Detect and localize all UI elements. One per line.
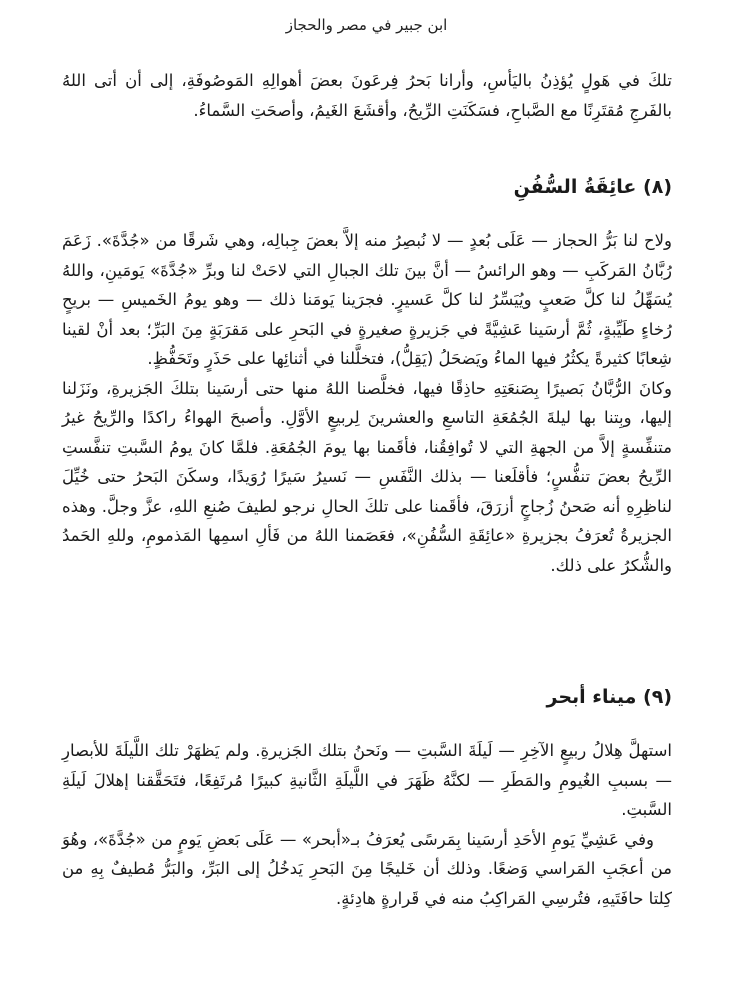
running-head: ابن جبير في مصر والحجاز: [285, 16, 448, 34]
section-8-paragraph-2: وكانَ الرُّبَّانُ بَصيرًا بِصَنعَتِهِ حاذِقًا فيها، فخلَّصنا اللهُ منها حتى أرسَينا بتلكَ الجَزيرةِ، ونَزَلنا إليها، وبِتنا بها ليلةَ الجُمُعَةِ التاسعِ والعشرينَ لِربيعٍ الأوَّلِ. وأصبحَ الهواءُ راكدًا والرِّيحُ غيرُ متنفِّسةٍ إلاَّ من الجهةِ التي لا تُوافِقُنا، فأقَمنا بها يومَ الجُمُعَةِ. فلمَّا كانَ يومُ السَّبتِ تنفَّستِ الرِّيحُ بعضَ تنفُّسٍ؛ فأقلَعنا — بذلك النَّفَسِ — نَسيرُ سَيرًا رُوَيدًا، وسكَنَ البَحرُ حتى خُيِّلَ لناظِرِهِ أنه صَحنُ زُجاجٍ أزرَقَ، فأقَمنا على تلكَ الحالِ نرجو لطيفَ صُنعِ اللهِ، عزَّ وجلَّ. وهذه الجزيرةُ تُعرَفُ بجزيرةِ «عائِقَةِ السُّفُنِ»، فعَصَمنا اللهُ من فَألِ اسمِها المَذمومِ، وللهِ الحَمدُ والشُّكرُ على ذلك.: [62, 378, 672, 575]
intro-text: [62, 66, 672, 125]
section-8-heading: (٨) عائِقَةُ السُّفُنِ: [513, 176, 672, 198]
section-8-paragraph-1: ولاح لنا بَرُّ الحجاز — عَلَى بُعدٍ — لا نُبصِرُ منه إلاَّ بعضَ جِبالِه، وهي شَرقًا من «جُدَّةَ». زَعَمَ رُبَّانُ المَركَبِ — وهو الرائسُ — أنَّ بينَ تلك الجبالِ التي لاحَتْ لنا وبرِّ «جُدَّةَ» يَومَينِ، واللهُ يُسَهِّلُ لنا كلَّ صَعبٍ ويُيَسِّرُ لنا كلَّ عَسيرٍ. فجرَينا يَومَنا ذلك — وهو يومُ الخَميسِ — بريحٍ رُخاءٍ طَيِّبةٍ، ثُمَّ أرسَينا عَشِيَّةً في جَزيرةٍ صغيرةٍ في البَحرِ على مَقرَبَةٍ مِنَ البَرِّ؛ بعد أنْ لقينا شِعابًا كثيرةً يكثُرُ فيها الماءُ ويَضحَلُ (يَقِلُّ)، فتخلَّلنا في أثنائِها على حَذَرٍ وتَحَفُّظٍ.: [62, 231, 672, 368]
section-9-heading: (٩) ميناء أبحر: [546, 686, 672, 708]
section-9-paragraph-1: استهلَّ هِلالُ ربيعٍ الآخِرِ — لَيلَةَ السَّبتِ — ونَحنُ بتلك الجَزيرةِ. ولم يَظهَرْ تلك اللَّيلَةَ للأبصارِ — بسببِ الغُيومِ والمَطَرِ — لكنَّهُ ظَهَرَ في اللَّيلَةِ الثَّانيةِ كبيرًا مُرتَفِعًا، فتَحَقَّقنا إهلالَ لَيلَةِ السَّبتِ.: [62, 741, 672, 819]
intro-paragraph: تلكَ في هَولٍ يُؤذِنُ باليَأسِ، وأرانا بَحرُ فِرعَونَ بعضَ أهوالِهِ المَوصُوفَةِ، إلى أن أتى اللهُ بالفَرجِ مُقتَرِنًا مع الصَّباحِ، فسَكَنَتِ الرِّيحُ، وأقشَعَ الغَيمُ، وأصحَتِ السَّماءُ.: [62, 71, 672, 120]
section-8-body: [62, 226, 672, 580]
section-9-paragraph-2: وفي عَشِيِّ يَومِ الأحَدِ أرسَينا بِمَرسًى يُعرَفُ بـ«أبحر» — عَلَى بَعضِ يَومٍ من «جُدَّةَ»، وهُوَ من أعجَبِ المَراسي وَضعًا. وذلك أن خَليجًا مِنَ البَحرِ يَدخُلُ إلى البَرِّ، والبَرُّ مُطيفٌ بِهِ من كِلتا حافَتَيهِ، فتُرسِي المَراكِبُ منه في قَرارةٍ هادِئةٍ.: [62, 829, 672, 908]
section-9-body: [62, 736, 672, 913]
